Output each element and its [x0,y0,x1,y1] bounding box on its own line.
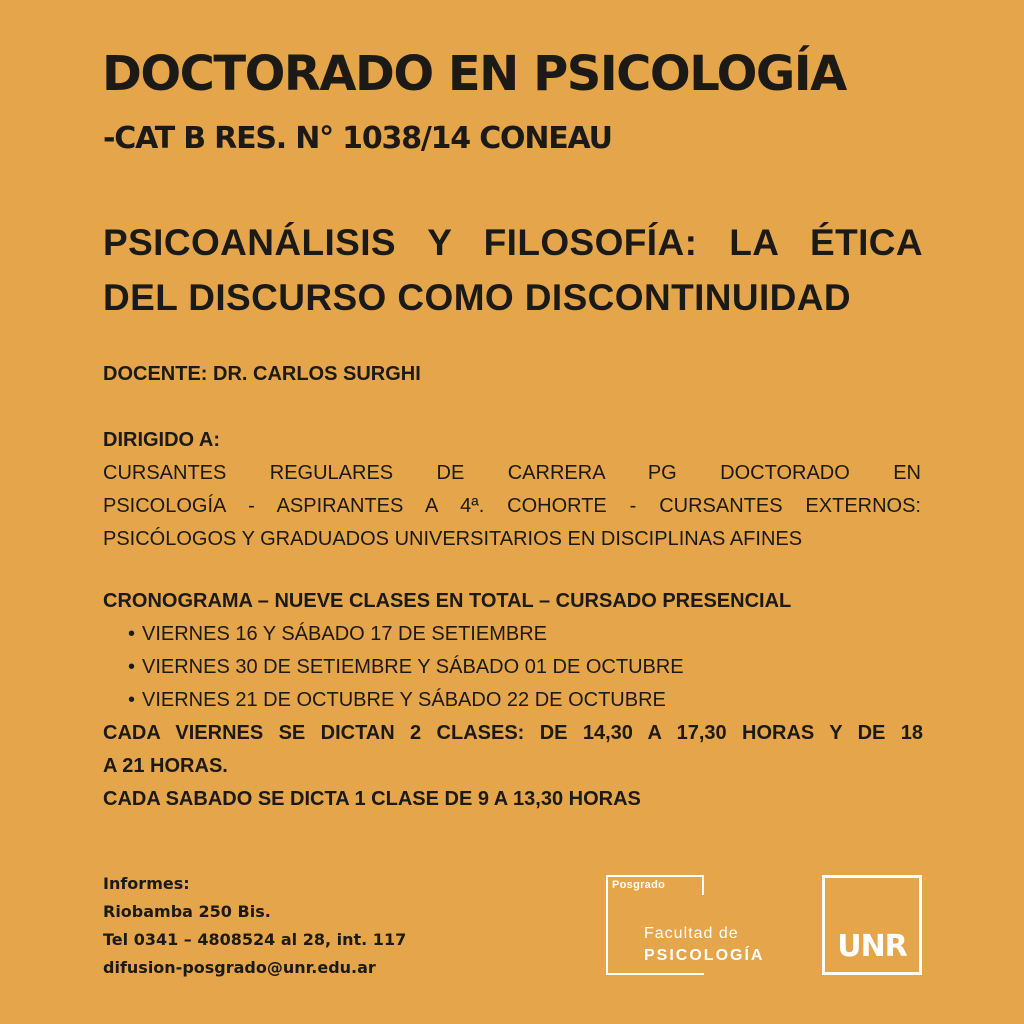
contact-phone: Tel 0341 – 4808524 al 28, int. 117 [103,930,407,949]
schedule-section [103,585,923,816]
friday-classes-line-2: A 21 HORAS. [103,755,228,777]
schedule-date-item: • VIERNES 30 DE SETIEMBRE Y SÁBADO 01 DE OCTUBRE [128,651,923,684]
audience-line-3: PSICÓLOGOS Y GRADUADOS UNIVERSITARIOS EN DISCIPLINAS AFINES [103,528,803,550]
contact-address: Riobamba 250 Bis. [103,902,271,921]
facultad-psicologia-logo [606,875,774,973]
teacher-label: DOCENTE: DR. CARLOS SURGHI [103,363,421,385]
schedule-date-item: • VIERNES 21 DE OCTUBRE Y SÁBADO 22 DE OCTUBRE [128,684,923,717]
main-title: DOCTORADO EN PSICOLOGÍA [102,46,846,102]
audience-line-1: CURSANTES REGULARES DE CARRERA PG DOCTORADO EN [103,462,921,484]
logo-posgrado-text: Posgrado [612,879,666,891]
saturday-classes: CADA SABADO SE DICTA 1 CLASE DE 9 A 13,30 HORAS [103,788,641,810]
schedule-dates-list [103,618,923,717]
audience-section [103,424,921,556]
audience-heading: DIRIGIDO A: [103,429,221,451]
accreditation-subtitle: -CAT B RES. N° 1038/14 CONEAU [103,121,612,156]
course-title [103,215,923,325]
friday-classes-line-1: CADA VIERNES SE DICTAN 2 CLASES: DE 14,30 A 17,30 HORAS Y DE 18 [103,722,923,744]
contact-label: Informes: [103,874,190,893]
course-title-line-2: DEL DISCURSO COMO DISCONTINUIDAD [103,277,852,318]
course-title-line-1: PSICOANÁLISIS Y FILOSOFÍA: LA ÉTICA [103,222,923,263]
schedule-heading: CRONOGRAMA – NUEVE CLASES EN TOTAL – CURSADO PRESENCIAL [103,590,792,612]
unr-logo-text: UNR [837,929,907,964]
logo-psicologia-text: PSICOLOGÍA [644,947,765,964]
schedule-date-item: • VIERNES 16 Y SÁBADO 17 DE SETIEMBRE [128,618,923,651]
logo-frame-edge [702,875,704,895]
logo-facultad-text: Facultad de [644,925,739,942]
contact-info [103,870,406,982]
unr-logo [822,875,922,975]
contact-email[interactable]: difusion-posgrado@unr.edu.ar [103,958,376,977]
audience-line-2: PSICOLOGÍA - ASPIRANTES A 4ª. COHORTE - CURSANTES EXTERNOS: [103,495,921,517]
